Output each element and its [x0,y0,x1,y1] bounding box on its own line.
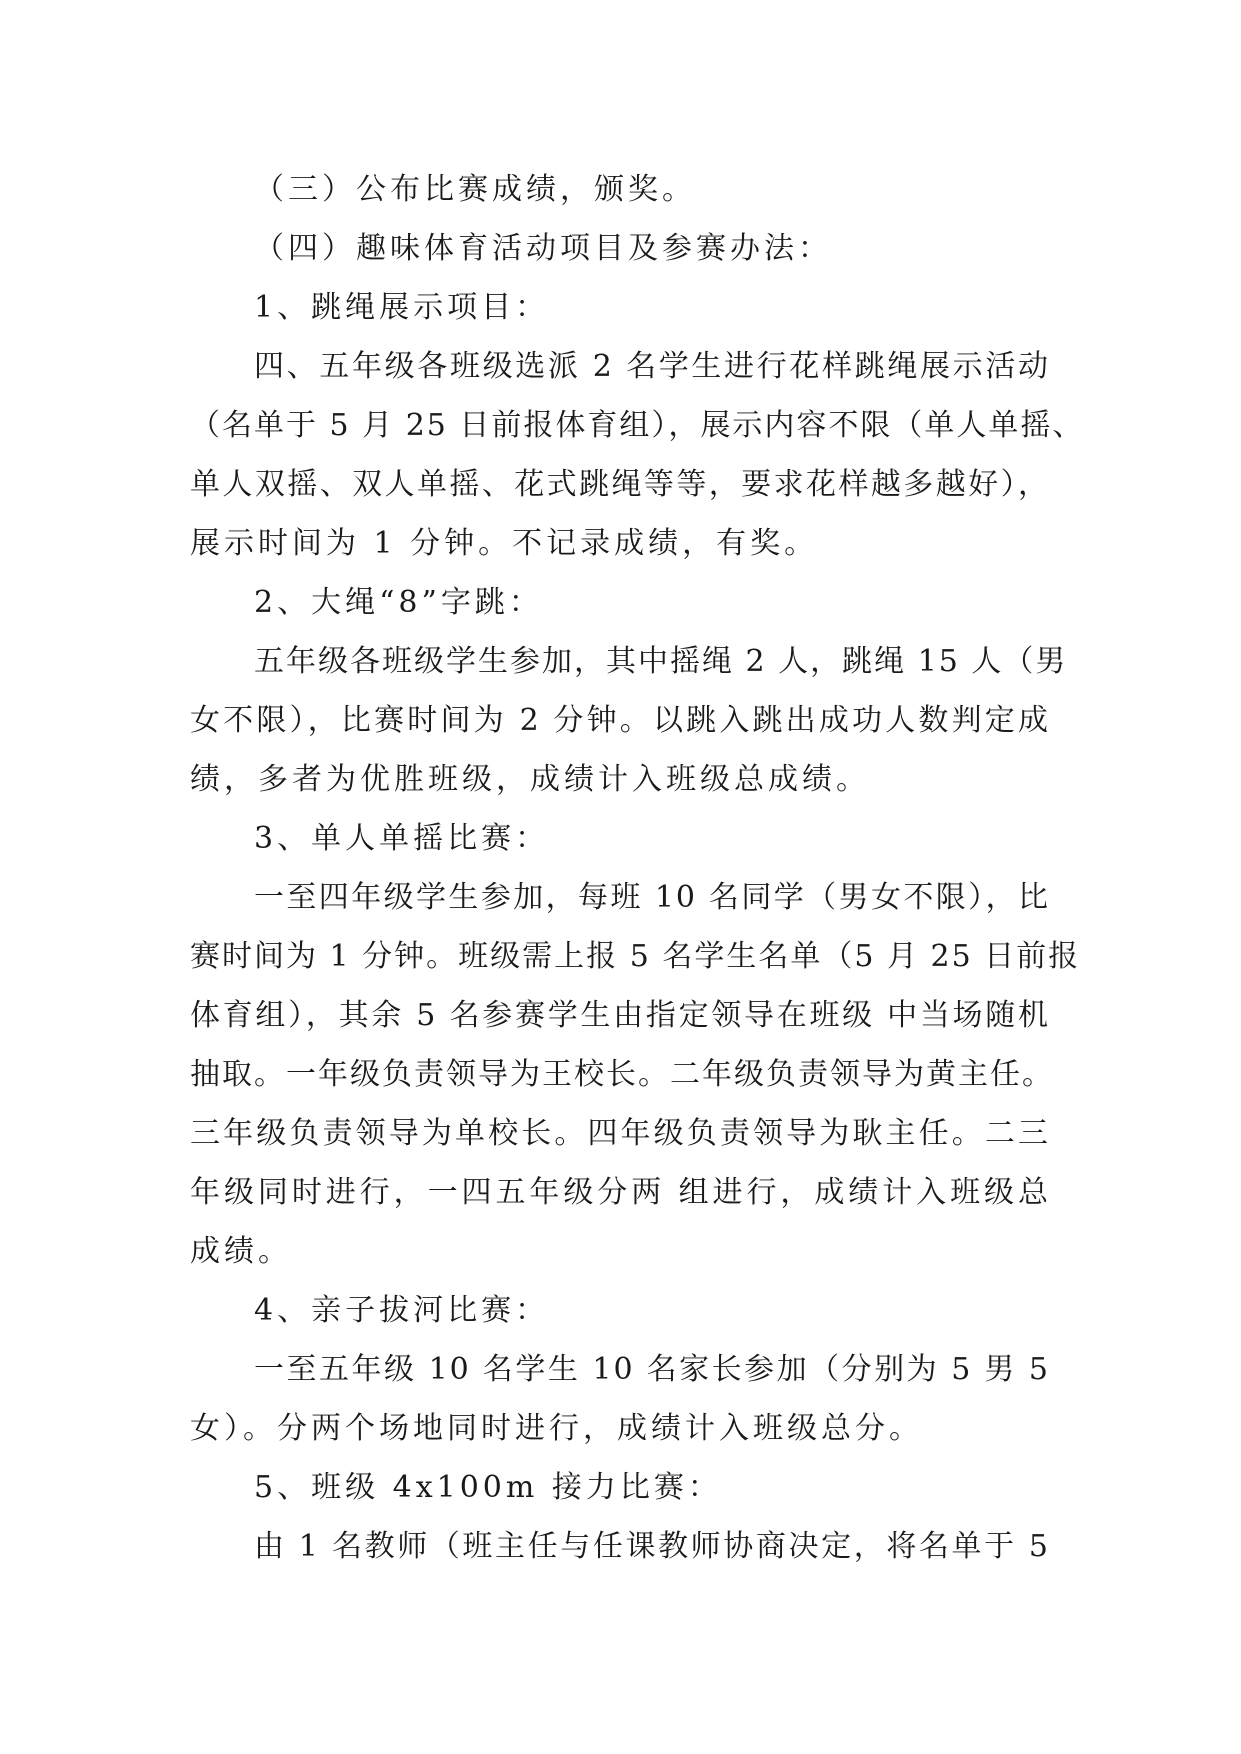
paragraph-line: 四、五年级各班级选派 2 名学生进行花样跳绳展示活动 [254,349,1050,384]
paragraph-line: 由 1 名教师（班主任与任课教师协商决定，将名单于 5 [254,1529,1050,1564]
item-heading-tug-of-war: 4、亲子拔河比赛： [254,1293,550,1328]
paragraph-line: 女不限），比赛时间为 2 分钟。以跳入跳出成功人数判定成 [190,703,1050,738]
paragraph-line: 年级同时进行，一四五年级分两 组进行，成绩计入班级总 [190,1175,1050,1210]
paragraph-line: 抽取。一年级负责领导为王校长。二年级负责领导为黄主任。 [190,1057,1054,1092]
paragraph-line: 单人双摇、双人单摇、花式跳绳等等，要求花样越多越好）， [190,467,1050,502]
paragraph-line: 三年级负责领导为单校长。四年级负责领导为耿主任。二三 [190,1116,1050,1151]
item-heading-rope-show: 1、跳绳展示项目： [254,290,550,325]
paragraph-line: 展示时间为 1 分钟。不记录成绩，有奖。 [190,526,819,561]
paragraph-line: 体育组），其余 5 名参赛学生由指定领导在班级 中当场随机 [190,998,1050,1033]
paragraph-line: 五年级各班级学生参加，其中摇绳 2 人，跳绳 15 人（男 [254,644,1068,679]
paragraph-line: 一至五年级 10 名学生 10 名家长参加（分别为 5 男 5 [254,1352,1050,1387]
item-heading-single-rope: 3、单人单摇比赛： [254,821,550,856]
paragraph-line: 女）。分两个场地同时进行，成绩计入班级总分。 [190,1411,923,1446]
paragraph-line: 赛时间为 1 分钟。班级需上报 5 名学生名单（5 月 25 日前报 [190,939,1081,974]
section-heading-announce-results: （三）公布比赛成绩，颁奖。 [254,172,696,207]
item-heading-big-rope: 2、大绳“8”字跳： [254,585,543,620]
paragraph-line: 一至四年级学生参加，每班 10 名同学（男女不限），比 [254,880,1050,915]
document-body [190,160,1085,1576]
paragraph-line: （名单于 5 月 25 日前报体育组），展示内容不限（单人单摇、 [190,408,1085,443]
paragraph-line: 绩，多者为优胜班级，成绩计入班级总成绩。 [190,762,870,797]
item-heading-relay: 5、班级 4x100m 接力比赛： [254,1470,722,1505]
section-heading-activities: （四）趣味体育活动项目及参赛办法： [254,231,832,266]
paragraph-line: 成绩。 [190,1234,292,1269]
